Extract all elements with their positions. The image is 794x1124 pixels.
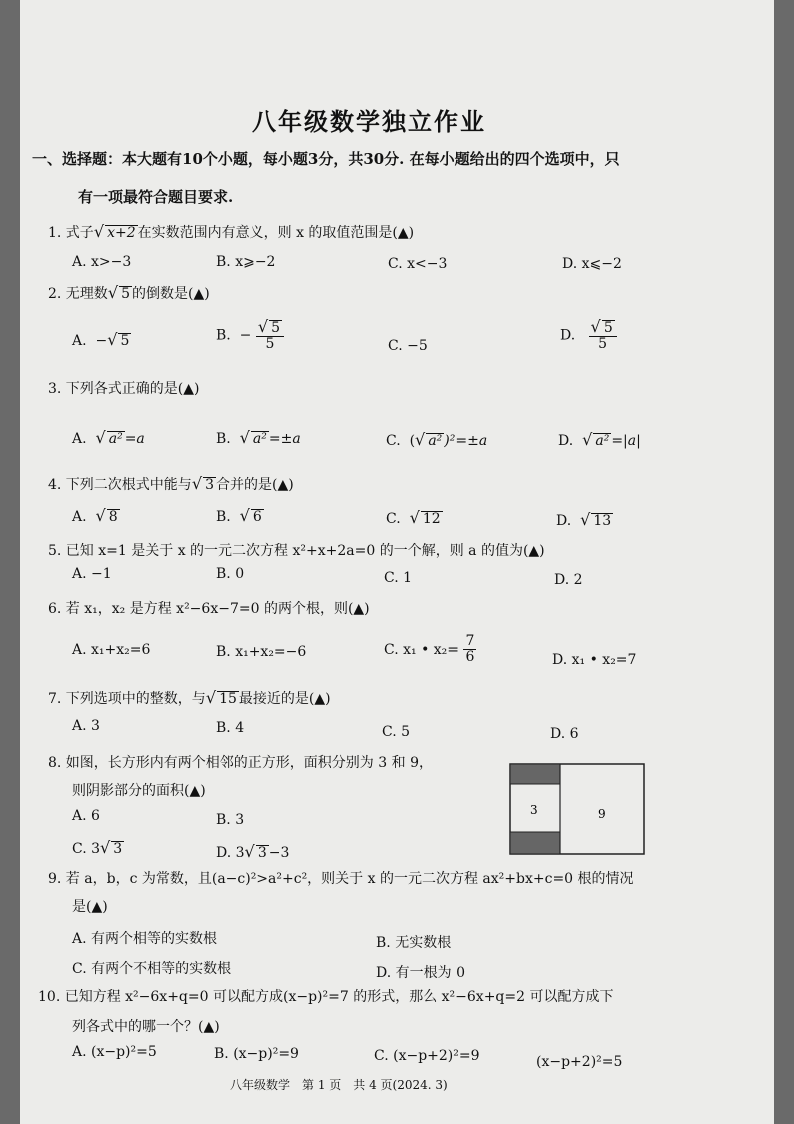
q2-option-a: A. −√ 5 (72, 330, 130, 349)
q8-option-a: A. 6 (72, 808, 100, 824)
q7-radicand: 15 (219, 691, 237, 707)
page-footer: 八年级数学 第 1 页 共 4 页(2024. 3) (230, 1078, 448, 1092)
q1-option-b: B. x⩾−2 (216, 254, 276, 270)
q2-a-sign: − (95, 333, 108, 349)
q3-option-d: D. √ a² =|a| (558, 430, 641, 449)
q2-b-fraction: $\frac{√ 5}{5}$ (256, 318, 284, 353)
q4-d-label: D. (556, 513, 572, 529)
q3-c-rest: )²=±a (444, 433, 488, 449)
q10-option-b: B. (x−p)²=9 (214, 1046, 299, 1062)
q6-c-fraction (463, 634, 476, 666)
q4-a-radicand: 8 (108, 509, 118, 525)
q4-option-d: D. √ 13 (556, 510, 612, 529)
q3-a-label: A. (72, 431, 87, 447)
q8-d-rest: −3 (268, 845, 290, 861)
q7-option-b: B. 4 (216, 720, 245, 736)
q4-prefix: 4. 下列二次根式中能与 (48, 477, 192, 493)
shaded-bottom (510, 832, 560, 854)
q5-option-b: B. 0 (216, 566, 245, 582)
question-10-line2: 列各式中的哪一个？(▲) (72, 1019, 220, 1035)
q5-option-a: A. −1 (72, 566, 112, 582)
exam-page (20, 0, 774, 1124)
q4-option-b: B. √ 6 (216, 506, 262, 525)
q8-option-d: D. 3√ 3 −3 (216, 842, 290, 861)
question-10-line1: 10. 已知方程 x²−6x+q=0 可以配方成(x−p)²=7 的形式，那么 x²−6x+q=2 可以配方成下 (38, 989, 614, 1005)
q6-c-label: C. x₁ • x₂= (384, 641, 460, 658)
q3-option-a: A. √ a² =a (72, 428, 145, 447)
q2-suffix: 的倒数是(▲) (132, 286, 210, 302)
q2-option-b (216, 318, 284, 353)
question-2: 2. 无理数√ 5 的倒数是(▲) (48, 283, 210, 302)
q3-d-radicand: a² (595, 433, 610, 449)
q2-a-radicand: 5 (120, 333, 130, 349)
q6-option-c (384, 634, 476, 666)
q4-a-label: A. (72, 509, 87, 525)
q2-a-label: A. (72, 333, 87, 349)
q3-d-rest: =|a| (611, 433, 641, 449)
q2-d-numerator: 5 (603, 320, 613, 336)
q6-option-d: D. x₁ • x₂=7 (552, 652, 637, 668)
question-6: 6. 若 x₁，x₂ 是方程 x²−6x−7=0 的两个根，则(▲) (48, 601, 370, 617)
q4-c-radicand: 12 (422, 511, 441, 527)
q3-b-radicand: a² (252, 431, 267, 447)
q6-option-a: A. x₁+x₂=6 (72, 642, 151, 658)
q9-option-c: C. 有两个不相等的实数根 (72, 961, 232, 977)
q8-option-c: C. 3√ 3 (72, 838, 123, 857)
q5-option-c: C. 1 (384, 570, 413, 586)
q7-option-d: D. 6 (550, 726, 579, 742)
q4-d-radicand: 13 (593, 513, 612, 529)
q6-c-denominator: 6 (465, 649, 475, 666)
q3-a-radicand: a² (108, 431, 123, 447)
q2-b-numerator: 5 (271, 320, 281, 336)
question-9-line2: 是(▲) (72, 899, 108, 915)
q2-option-d (560, 318, 617, 353)
q3-b-rest: =±a (268, 431, 301, 447)
question-8-line2: 则阴影部分的面积(▲) (72, 783, 206, 799)
question-5: 5. 已知 x=1 是关于 x 的一元二次方程 x²+x+2a=0 的一个解，则 a 的值为(▲) (48, 543, 545, 559)
q8-d-label: D. 3 (216, 845, 245, 861)
q3-option-c: C. (√ a² )²=±a (386, 430, 488, 449)
q2-b-label: B. (216, 327, 231, 344)
q4-b-radicand: 6 (252, 509, 262, 525)
q8-option-b: B. 3 (216, 812, 245, 828)
q10-option-c: C. (x−p+2)²=9 (374, 1048, 480, 1064)
q2-d-label: D. (560, 327, 576, 344)
q4-suffix: 合并的是(▲) (216, 477, 294, 493)
q8-c-label: C. 3 (72, 841, 101, 857)
q4-option-c: C. √ 12 (386, 508, 441, 527)
q3-c-radicand: a² (428, 433, 443, 449)
q7-suffix: 最接近的是(▲) (238, 691, 331, 707)
q9-option-b: B. 无实数根 (376, 935, 452, 951)
q8-c-radicand: 3 (113, 841, 123, 857)
q10-option-a: A. (x−p)²=5 (72, 1044, 157, 1060)
question-7: 7. 下列选项中的整数，与√ 15 最接近的是(▲) (48, 688, 331, 707)
q9-option-a: A. 有两个相等的实数根 (72, 931, 218, 947)
q3-d-label: D. (558, 433, 574, 449)
question-9-line1: 9. 若 a，b，c 为常数，且(a−c)²>a²+c²，则关于 x 的一元二次方程 ax²+bx+c=0 根的情况 (48, 871, 634, 887)
q1-prefix: 1. 式子 (48, 225, 94, 241)
q4-c-label: C. (386, 511, 401, 527)
q5-option-d: D. 2 (554, 572, 583, 588)
q2-b-sign: − (239, 327, 252, 344)
q8-figure (508, 762, 648, 858)
q7-prefix: 7. 下列选项中的整数，与 (48, 691, 206, 707)
q2-d-fraction: $\frac{√ 5}{5}$ (589, 318, 617, 353)
q3-c-open: ( (409, 433, 416, 449)
q8-d-radicand: 3 (257, 845, 267, 861)
q4-b-label: B. (216, 509, 231, 525)
q3-c-label: C. (386, 433, 401, 449)
q7-option-a: A. 3 (72, 718, 100, 734)
question-4: 4. 下列二次根式中能与√ 3 合并的是(▲) (48, 474, 294, 493)
q2-radicand: 5 (121, 286, 130, 302)
big-square-label: 9 (598, 807, 606, 821)
q10-option-d: (x−p+2)²=5 (536, 1054, 623, 1070)
q2-option-c: C. −5 (388, 338, 428, 354)
q6-c-numerator: 7 (465, 633, 475, 649)
q1-option-c: C. x<−3 (388, 256, 448, 272)
q1-option-a: A. x>−3 (72, 254, 132, 270)
question-8-line1: 8. 如图，长方形内有两个相邻的正方形，面积分别为 3 和 9， (48, 755, 433, 771)
q6-option-b: B. x₁+x₂=−6 (216, 644, 307, 660)
q1-suffix: 在实数范围内有意义，则 x 的取值范围是(▲) (137, 225, 415, 241)
q2-prefix: 2. 无理数 (48, 286, 108, 302)
shaded-top (510, 764, 560, 784)
small-square-label: 3 (530, 803, 538, 817)
page-title: 八年级数学独立作业 (252, 107, 486, 136)
q4-option-a: A. √ 8 (72, 506, 118, 525)
q2-d-denominator: 5 (598, 336, 608, 353)
q9-option-d: D. 有一根为 0 (376, 965, 465, 981)
section-heading-line1: 一、选择题：本大题有10个小题，每小题3分，共30分. 在每小题给出的四个选项中，只 (32, 150, 620, 168)
question-1: 1. 式子√ x+2 在实数范围内有意义，则 x 的取值范围是(▲) (48, 222, 415, 241)
question-3: 3. 下列各式正确的是(▲) (48, 381, 200, 397)
q3-option-b: B. √ a² =±a (216, 428, 301, 447)
section-heading-line2: 有一项最符合题目要求. (78, 188, 234, 206)
q1-radicand: x+2 (107, 225, 136, 241)
q3-b-label: B. (216, 431, 231, 447)
q2-b-denominator: 5 (265, 336, 275, 353)
q7-option-c: C. 5 (382, 724, 411, 740)
q3-a-rest: =a (124, 431, 145, 447)
q4-radicand: 3 (205, 477, 214, 493)
q1-option-d: D. x⩽−2 (562, 256, 622, 272)
